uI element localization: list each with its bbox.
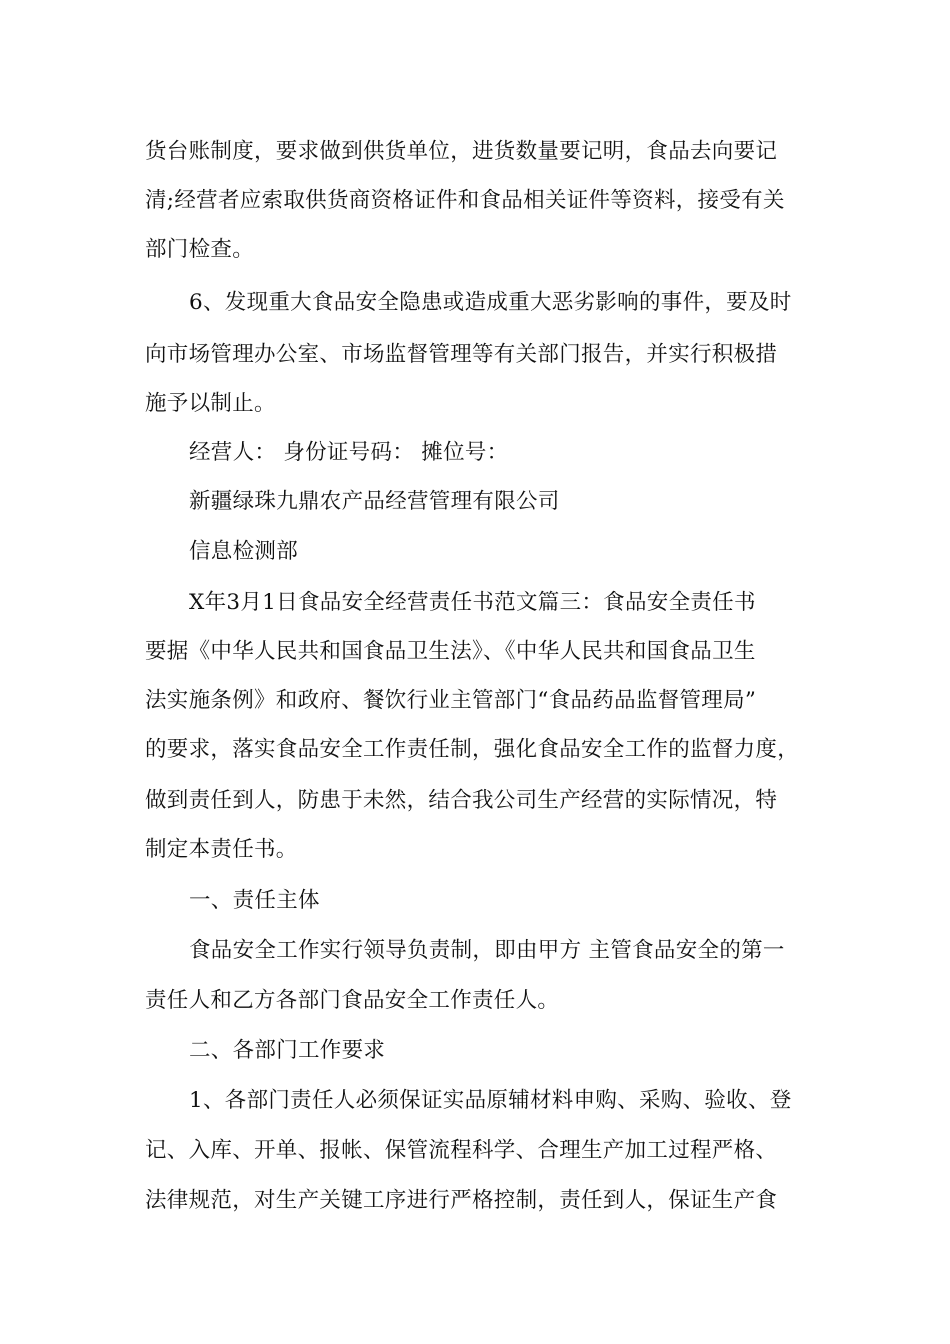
section-heading: 一、责任主体 [189, 888, 320, 913]
text-line: 6、发现重大食品安全隐患或造成重大恶劣影响的事件，要及时 [189, 290, 792, 315]
text-line: 法律规范，对生产关键工序进行严格控制，责任到人，保证生产食 [145, 1188, 778, 1213]
text-line: 食品安全工作实行领导负责制，即由甲方 主管食品安全的第一 [189, 938, 785, 963]
text-line: X年3月1日食品安全经营责任书范文篇三：食品安全责任书 [189, 590, 756, 615]
text-line: 清;经营者应索取供货商资格证件和食品相关证件等资料，接受有关 [145, 188, 785, 213]
text-line: 1、各部门责任人必须保证实品原辅材料申购、采购、验收、登 [189, 1088, 792, 1113]
text-line: 记、入库、开单、报帐、保管流程科学、合理生产加工过程严格、 [145, 1138, 778, 1163]
text-line: 法实施条例》和政府、餐饮行业主管部门“食品药品监督管理局” [145, 688, 757, 713]
signature-fields: 经营人： 身份证号码： 摊位号： [189, 440, 509, 465]
text-line: 责任人和乙方各部门食品安全工作责任人。 [145, 988, 560, 1013]
text-line: 的要求，落实食品安全工作责任制，强化食品安全工作的监督力度， [145, 737, 800, 762]
text-line: 制定本责任书。 [145, 837, 298, 862]
text-line: 货台账制度，要求做到供货单位，进货数量要记明，食品去向要记 [145, 139, 778, 164]
department-name: 信息检测部 [189, 539, 299, 564]
text-line: 要据《中华人民共和国食品卫生法》、《中华人民共和国食品卫生 [145, 639, 756, 664]
text-line: 施予以制止。 [145, 391, 276, 416]
text-line: 部门检查。 [145, 237, 255, 262]
text-line: 向市场管理办公室、市场监督管理等有关部门报告，并实行积极措 [145, 342, 778, 367]
text-line: 做到责任到人，防患于未然，结合我公司生产经营的实际情况，特 [145, 788, 778, 813]
section-heading: 二、各部门工作要求 [189, 1038, 386, 1063]
company-name: 新疆绿珠九鼎农产品经营管理有限公司 [189, 489, 560, 514]
